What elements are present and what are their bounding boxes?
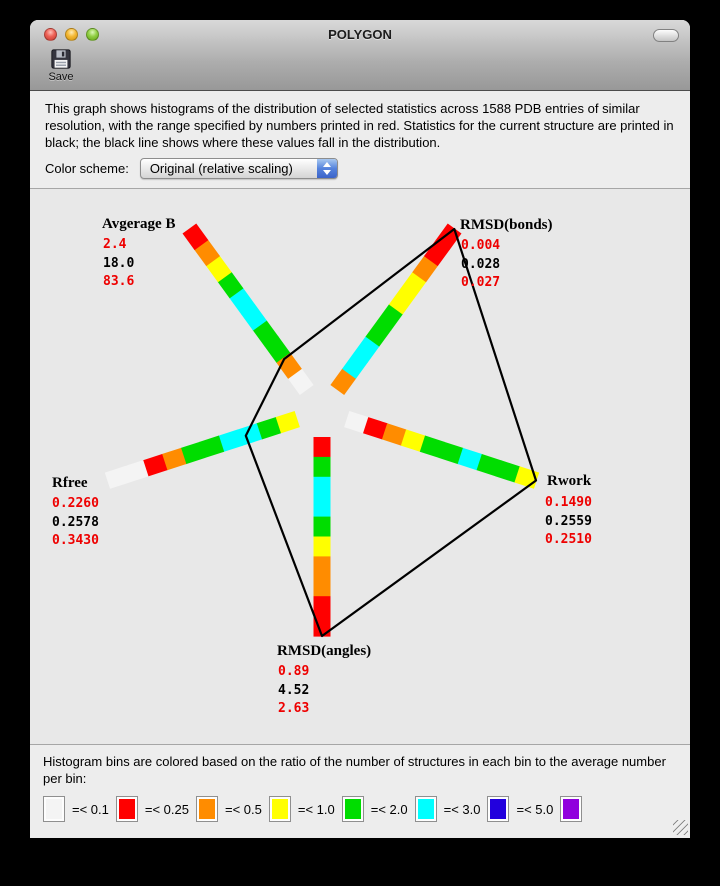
histogram-bar-rfree — [105, 411, 300, 489]
window-title: POLYGON — [328, 27, 392, 42]
polygon-window — [30, 20, 690, 838]
resize-grip[interactable] — [673, 820, 688, 835]
color-scheme-selected-value: Original (relative scaling) — [149, 161, 293, 176]
description-panel — [30, 91, 690, 189]
polygon-plot — [30, 189, 690, 744]
legend-bin-label: =< 3.0 — [443, 801, 481, 817]
axis-label-avg-b: Avgerage B — [102, 216, 176, 232]
legend-bin-label: =< 0.1 — [72, 801, 109, 817]
legend-swatch-yellow — [269, 796, 291, 822]
legend-swatch-cyan — [415, 796, 437, 822]
axis-label-rmsd-angles: RMSD(angles) — [277, 643, 372, 659]
toolbar — [30, 48, 690, 83]
legend-swatch-purple — [560, 796, 582, 822]
histogram-segment-orange — [314, 556, 331, 577]
axis-min-avg-b: 2.4 — [103, 237, 127, 252]
histogram-bar-avg-b — [183, 223, 314, 394]
legend-bin-cyan — [415, 796, 481, 822]
legend-bin-label: =< 5.0 — [516, 801, 554, 817]
legend-bin-purple — [560, 796, 582, 822]
legend-bin-label: =< 0.25 — [144, 801, 189, 817]
axis-min-rmsd-angles: 0.89 — [278, 664, 310, 679]
legend-swatch-white — [43, 796, 65, 822]
legend-bin-white — [43, 796, 109, 822]
axis-min-rfree: 0.2260 — [52, 496, 99, 511]
color-scheme-select[interactable] — [140, 158, 338, 179]
stepper-arrows-icon — [317, 159, 337, 178]
histogram-segment-red — [314, 437, 331, 458]
color-scheme-row — [45, 158, 675, 179]
zoom-button[interactable] — [86, 28, 99, 41]
save-button-label: Save — [48, 71, 74, 83]
axis-min-rwork: 0.1490 — [545, 495, 592, 510]
legend-swatch-blue — [487, 796, 509, 822]
axis-value-rmsd-angles: 4.52 — [278, 682, 310, 698]
legend-text: Histogram bins are colored based on the ratio of the number of structures in each bin to the average number per bin: — [43, 754, 666, 786]
legend-bins-row — [43, 796, 677, 822]
histogram-segment-orange — [314, 576, 331, 597]
legend-swatch-green — [342, 796, 364, 822]
title-bar[interactable] — [30, 20, 690, 48]
color-scheme-label: Color scheme: — [45, 161, 129, 176]
legend-panel — [30, 744, 690, 837]
legend-swatch-orange — [196, 796, 218, 822]
traffic-lights — [44, 28, 99, 41]
close-button[interactable] — [44, 28, 57, 41]
description-text: This graph shows histograms of the distribution of selected statistics across 1588 PDB entries of similar resolution, with the range specified by numbers printed in red. Statistics for the current structure are printed in black; the black line shows where these values fall in the distribution. — [45, 101, 674, 150]
axis-max-rfree: 0.3430 — [52, 533, 99, 548]
axis-min-rmsd-bonds: 0.004 — [461, 238, 501, 253]
axis-max-avg-b: 83.6 — [103, 274, 135, 289]
axis-label-rfree: Rfree — [52, 475, 88, 491]
legend-bin-label: =< 1.0 — [297, 801, 335, 817]
axis-value-avg-b: 18.0 — [103, 255, 135, 271]
axis-value-rfree: 0.2578 — [52, 514, 99, 530]
legend-bin-label: =< 2.0 — [370, 801, 408, 817]
axis-value-rwork: 0.2559 — [545, 513, 592, 529]
histogram-segment-cyan — [314, 477, 331, 498]
save-button[interactable] — [43, 48, 79, 83]
histogram-segment-yellow — [314, 537, 331, 558]
axis-value-rmsd-bonds: 0.028 — [461, 256, 501, 272]
histogram-segment-cyan — [314, 497, 331, 518]
axis-max-rwork: 0.2510 — [545, 532, 592, 547]
histogram-bar-rmsd-angles — [314, 437, 331, 637]
polygon-chart-canvas — [30, 189, 690, 744]
histogram-segment-red — [314, 596, 331, 617]
legend-bin-yellow — [269, 796, 335, 822]
legend-bin-orange — [196, 796, 262, 822]
histogram-segment-green — [314, 457, 331, 478]
axis-label-rwork: Rwork — [547, 473, 592, 489]
toolbar-toggle-button[interactable] — [653, 29, 679, 42]
save-icon — [50, 48, 72, 70]
axis-max-rmsd-bonds: 0.027 — [461, 275, 501, 290]
legend-bin-green — [342, 796, 408, 822]
window-chrome — [30, 20, 690, 91]
legend-bin-blue — [487, 796, 553, 822]
legend-bin-red — [116, 796, 189, 822]
histogram-bar-rwork — [344, 411, 539, 489]
axis-label-rmsd-bonds: RMSD(bonds) — [460, 217, 553, 233]
minimize-button[interactable] — [65, 28, 78, 41]
histogram-segment-green — [314, 517, 331, 538]
legend-bin-label: =< 0.5 — [224, 801, 262, 817]
axis-max-rmsd-angles: 2.63 — [278, 701, 310, 716]
legend-swatch-red — [116, 796, 138, 822]
